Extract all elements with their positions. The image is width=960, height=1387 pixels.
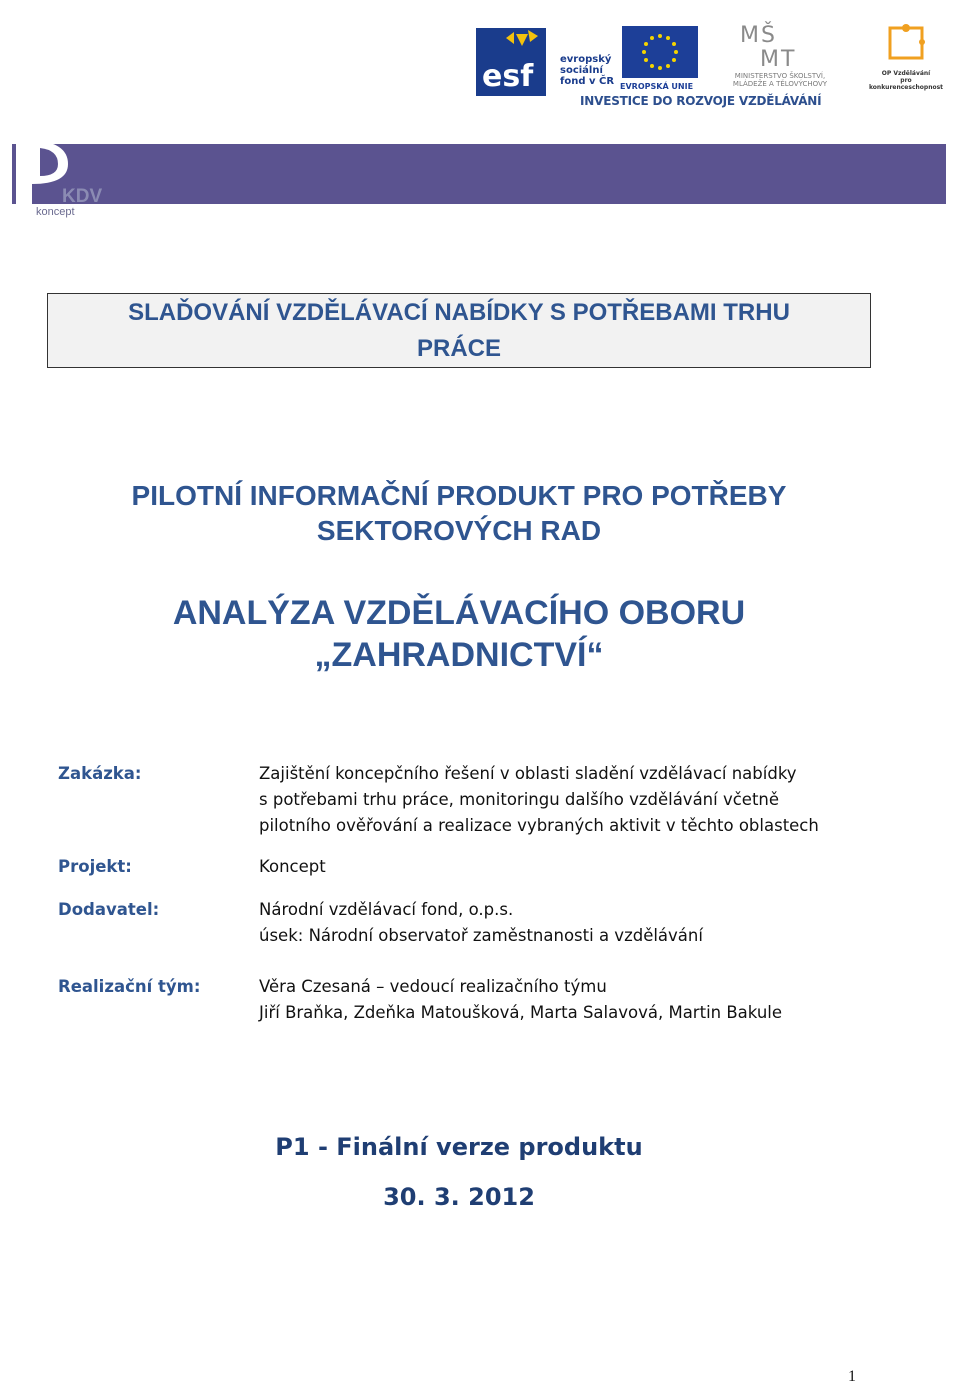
eu-flag-icon (622, 26, 698, 78)
title-line: PRÁCE (416, 334, 501, 362)
zakazka-value (259, 761, 819, 839)
svg-text:MT: MT (760, 47, 797, 70)
subtitle-line: PILOTNÍ INFORMAČNÍ PRODUKT PRO POTŘEBY (131, 480, 787, 511)
opvk-logo (866, 22, 946, 102)
tym-value-line: Jiří Braňka, Zdeňka Matoušková, Marta Salavová, Martin Bakule (259, 1003, 783, 1022)
esf-mark-icon (476, 28, 546, 96)
svg-text:esf: esf (482, 59, 534, 94)
product-date: 30. 3. 2012 (383, 1183, 535, 1211)
dodavatel-value (259, 897, 703, 949)
projekt-value: Koncept (259, 857, 326, 876)
zakazka-value-line: pilotního ověřování a realizace vybraných aktivit v těchto oblastech (259, 816, 819, 835)
opvk-label-line: pro konkurenceschopnost (868, 77, 944, 91)
header-logos (470, 18, 950, 118)
esf-text-line: sociální (560, 65, 603, 76)
product-version: P1 - Finální verze produktu (275, 1133, 643, 1161)
dodavatel-value-line: úsek: Národní observatoř zaměstnanosti a vzdělávání (259, 926, 703, 945)
dodavatel-value-line: Národní vzdělávací fond, o.p.s. (259, 900, 514, 919)
zakazka-value-line: Zajištění koncepčního řešení v oblasti sladění vzdělávací nabídky (259, 764, 797, 783)
invest-text: INVESTICE DO ROZVOJE VZDĚLÁVÁNÍ (580, 94, 822, 108)
tym-label: Realizační tým: (58, 977, 201, 996)
analysis-title-line: „ZAHRADNICTVÍ“ (314, 636, 604, 674)
dodavatel-label: Dodavatel: (58, 900, 160, 919)
svg-text:MŠ: MŠ (740, 23, 777, 48)
esf-text-line: fond v ČR (560, 76, 615, 87)
esf-text (560, 54, 614, 87)
opvk-label-line: OP Vzdělávání (881, 70, 931, 77)
msmt-label (710, 72, 850, 88)
page-number: 1 (848, 1368, 856, 1385)
analysis-title (0, 592, 918, 676)
subtitle-line: SEKTOROVÝCH RAD (316, 515, 602, 546)
kdv-logo-sub: koncept (36, 206, 75, 218)
kdv-banner-bar (114, 144, 946, 204)
title-line: SLAĎOVÁNÍ VZDĚLÁVACÍ NABÍDKY S POTŘEBAMI TRHU (128, 298, 790, 326)
tym-value (259, 974, 782, 1026)
msmt-label-line: MLÁDEŽE A TĚLOVÝCHOVY (732, 80, 828, 88)
analysis-title-line: ANALÝZA VZDĚLÁVACÍHO OBORU (172, 594, 746, 632)
kdv-logo (12, 140, 114, 222)
opvk-label (866, 70, 946, 91)
subtitle (0, 478, 918, 548)
msmt-label-line: MINISTERSTVO ŠKOLSTVÍ, (734, 72, 826, 80)
title-box (47, 293, 871, 368)
esf-text-line: evropský (560, 54, 612, 65)
msmt-mark-icon (710, 20, 850, 70)
kdv-logo-text: KDV (62, 186, 103, 207)
eu-label: EVROPSKÁ UNIE (620, 82, 694, 91)
zakazka-label: Zakázka: (58, 764, 142, 783)
zakazka-value-line: s potřebami trhu práce, monitoringu dalšího vzdělávání včetně (259, 790, 780, 809)
projekt-label: Projekt: (58, 857, 132, 876)
opvk-mark-icon (866, 22, 946, 68)
tym-value-line: Věra Czesaná – vedoucí realizačního týmu (259, 977, 607, 996)
